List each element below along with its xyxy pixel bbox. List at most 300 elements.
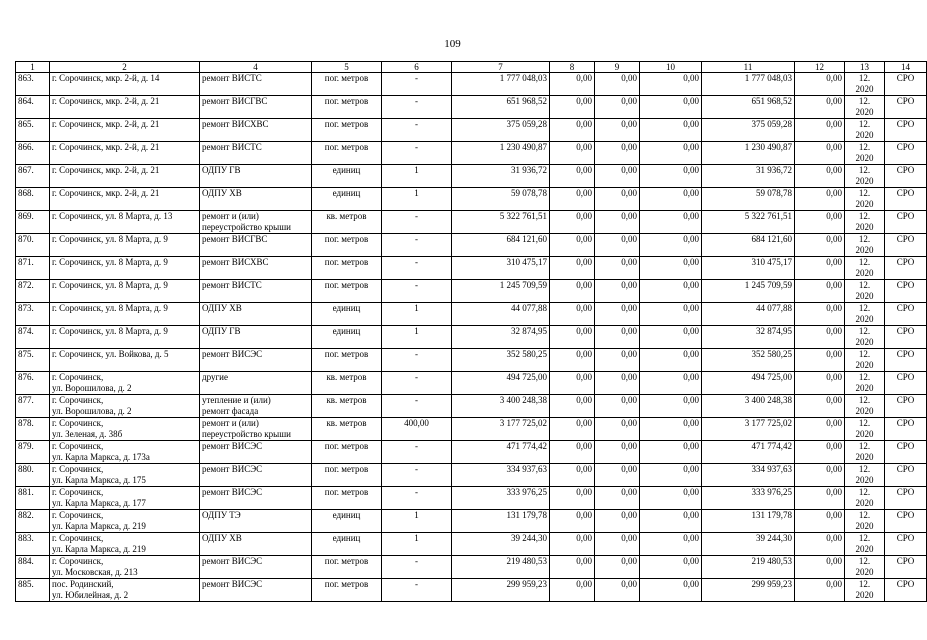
- cost-fund-cell: 0,00: [550, 418, 595, 441]
- completion-date-cell: 12. 2020: [845, 188, 885, 211]
- work-type-cell: ремонт ВИСХВС: [200, 257, 312, 280]
- work-type-cell: утепление и (или) ремонт фасада: [200, 395, 312, 418]
- cost-local-cell: 0,00: [640, 441, 702, 464]
- total-cost-cell: 32 874,95: [452, 326, 550, 349]
- completion-date-cell: 12. 2020: [845, 280, 885, 303]
- cost-local-cell: 0,00: [640, 533, 702, 556]
- total-cost-cell: 684 121,60: [452, 234, 550, 257]
- total-cost-cell: 651 968,52: [452, 96, 550, 119]
- address-cell: г. Сорочинск, ул. 8 Марта, д. 9: [50, 234, 200, 257]
- table-row: [16, 395, 927, 418]
- row-number-cell: 875.: [16, 349, 50, 372]
- table-row: [16, 326, 927, 349]
- completion-date-cell: 12. 2020: [845, 73, 885, 96]
- method-cell: СРО: [885, 142, 927, 165]
- table-row: [16, 234, 927, 257]
- address-cell: г. Сорочинск, ул. Ворошилова, д. 2: [50, 395, 200, 418]
- method-cell: СРО: [885, 234, 927, 257]
- method-cell: СРО: [885, 165, 927, 188]
- unit-cell: единиц: [312, 326, 382, 349]
- quantity-cell: -: [382, 119, 452, 142]
- method-cell: СРО: [885, 533, 927, 556]
- work-type-cell: ремонт и (или) переустройство крыши: [200, 418, 312, 441]
- cost-other-cell: 0,00: [795, 579, 845, 602]
- unit-cell: пог. метров: [312, 73, 382, 96]
- cost-fund-cell: 0,00: [550, 257, 595, 280]
- address-cell: г. Сорочинск, ул. 8 Марта, д. 9: [50, 257, 200, 280]
- work-type-cell: ОДПУ ХВ: [200, 303, 312, 326]
- cost-owners-cell: 1 230 490,87: [702, 142, 795, 165]
- cost-owners-cell: 39 244,30: [702, 533, 795, 556]
- total-cost-cell: 39 244,30: [452, 533, 550, 556]
- quantity-cell: -: [382, 487, 452, 510]
- unit-cell: пог. метров: [312, 349, 382, 372]
- quantity-cell: -: [382, 96, 452, 119]
- cost-other-cell: 0,00: [795, 119, 845, 142]
- cost-owners-cell: 31 936,72: [702, 165, 795, 188]
- unit-cell: кв. метров: [312, 372, 382, 395]
- page-number: 109: [444, 38, 461, 50]
- cost-fund-cell: 0,00: [550, 579, 595, 602]
- quantity-cell: -: [382, 556, 452, 579]
- table-row: [16, 533, 927, 556]
- quantity-cell: 1: [382, 188, 452, 211]
- method-cell: СРО: [885, 119, 927, 142]
- unit-cell: кв. метров: [312, 211, 382, 234]
- total-cost-cell: 59 078,78: [452, 188, 550, 211]
- cost-local-cell: 0,00: [640, 464, 702, 487]
- cost-budget-cell: 0,00: [595, 395, 640, 418]
- completion-date-cell: 12. 2020: [845, 441, 885, 464]
- cost-budget-cell: 0,00: [595, 303, 640, 326]
- row-number-cell: 864.: [16, 96, 50, 119]
- unit-cell: пог. метров: [312, 441, 382, 464]
- address-cell: г. Сорочинск, ул. 8 Марта, д. 9: [50, 326, 200, 349]
- cost-fund-cell: 0,00: [550, 211, 595, 234]
- row-number-cell: 867.: [16, 165, 50, 188]
- row-number-cell: 879.: [16, 441, 50, 464]
- row-number-cell: 871.: [16, 257, 50, 280]
- total-cost-cell: 1 245 709,59: [452, 280, 550, 303]
- column-number-header: 1: [16, 62, 50, 73]
- table-row: [16, 441, 927, 464]
- quantity-cell: 1: [382, 165, 452, 188]
- quantity-cell: 400,00: [382, 418, 452, 441]
- cost-fund-cell: 0,00: [550, 556, 595, 579]
- address-cell: г. Сорочинск, ул. Ворошилова, д. 2: [50, 372, 200, 395]
- method-cell: СРО: [885, 372, 927, 395]
- cost-fund-cell: 0,00: [550, 441, 595, 464]
- cost-budget-cell: 0,00: [595, 73, 640, 96]
- column-number-header: 12: [795, 62, 845, 73]
- cost-local-cell: 0,00: [640, 119, 702, 142]
- method-cell: СРО: [885, 556, 927, 579]
- row-number-cell: 865.: [16, 119, 50, 142]
- completion-date-cell: 12. 2020: [845, 165, 885, 188]
- completion-date-cell: 12. 2020: [845, 211, 885, 234]
- address-cell: г. Сорочинск, ул. Московская, д. 213: [50, 556, 200, 579]
- cost-other-cell: 0,00: [795, 395, 845, 418]
- address-cell: г. Сорочинск, мкр. 2-й, д. 21: [50, 119, 200, 142]
- row-number-cell: 883.: [16, 533, 50, 556]
- cost-owners-cell: 1 777 048,03: [702, 73, 795, 96]
- method-cell: СРО: [885, 464, 927, 487]
- cost-other-cell: 0,00: [795, 418, 845, 441]
- method-cell: СРО: [885, 303, 927, 326]
- row-number-cell: 880.: [16, 464, 50, 487]
- method-cell: СРО: [885, 326, 927, 349]
- cost-owners-cell: 3 177 725,02: [702, 418, 795, 441]
- quantity-cell: -: [382, 441, 452, 464]
- column-number-header: 8: [550, 62, 595, 73]
- table-row: [16, 257, 927, 280]
- row-number-cell: 874.: [16, 326, 50, 349]
- method-cell: СРО: [885, 510, 927, 533]
- cost-other-cell: 0,00: [795, 234, 845, 257]
- completion-date-cell: 12. 2020: [845, 372, 885, 395]
- total-cost-cell: 3 177 725,02: [452, 418, 550, 441]
- cost-other-cell: 0,00: [795, 487, 845, 510]
- cost-budget-cell: 0,00: [595, 418, 640, 441]
- cost-owners-cell: 5 322 761,51: [702, 211, 795, 234]
- unit-cell: пог. метров: [312, 556, 382, 579]
- cost-local-cell: 0,00: [640, 556, 702, 579]
- address-cell: г. Сорочинск, ул. Карла Маркса, д. 177: [50, 487, 200, 510]
- cost-local-cell: 0,00: [640, 280, 702, 303]
- cost-other-cell: 0,00: [795, 142, 845, 165]
- method-cell: СРО: [885, 579, 927, 602]
- completion-date-cell: 12. 2020: [845, 96, 885, 119]
- cost-local-cell: 0,00: [640, 395, 702, 418]
- completion-date-cell: 12. 2020: [845, 234, 885, 257]
- unit-cell: пог. метров: [312, 119, 382, 142]
- cost-fund-cell: 0,00: [550, 73, 595, 96]
- work-type-cell: ремонт ВИСЭС: [200, 464, 312, 487]
- cost-owners-cell: 1 245 709,59: [702, 280, 795, 303]
- quantity-cell: -: [382, 280, 452, 303]
- completion-date-cell: 12. 2020: [845, 119, 885, 142]
- cost-budget-cell: 0,00: [595, 119, 640, 142]
- row-number-cell: 882.: [16, 510, 50, 533]
- completion-date-cell: 12. 2020: [845, 326, 885, 349]
- cost-fund-cell: 0,00: [550, 234, 595, 257]
- column-number-header: 7: [452, 62, 550, 73]
- cost-budget-cell: 0,00: [595, 211, 640, 234]
- cost-other-cell: 0,00: [795, 73, 845, 96]
- cost-local-cell: 0,00: [640, 303, 702, 326]
- method-cell: СРО: [885, 441, 927, 464]
- total-cost-cell: 333 976,25: [452, 487, 550, 510]
- cost-owners-cell: 471 774,42: [702, 441, 795, 464]
- table-row: [16, 188, 927, 211]
- cost-local-cell: 0,00: [640, 73, 702, 96]
- cost-other-cell: 0,00: [795, 326, 845, 349]
- cost-local-cell: 0,00: [640, 188, 702, 211]
- cost-budget-cell: 0,00: [595, 96, 640, 119]
- cost-other-cell: 0,00: [795, 464, 845, 487]
- work-type-cell: ремонт ВИСТС: [200, 73, 312, 96]
- unit-cell: единиц: [312, 188, 382, 211]
- address-cell: г. Сорочинск, мкр. 2-й, д. 14: [50, 73, 200, 96]
- unit-cell: единиц: [312, 510, 382, 533]
- work-type-cell: ремонт ВИСЭС: [200, 579, 312, 602]
- cost-owners-cell: 651 968,52: [702, 96, 795, 119]
- work-type-cell: ремонт ВИСТС: [200, 142, 312, 165]
- method-cell: СРО: [885, 418, 927, 441]
- method-cell: СРО: [885, 188, 927, 211]
- total-cost-cell: 1 777 048,03: [452, 73, 550, 96]
- cost-local-cell: 0,00: [640, 487, 702, 510]
- cost-owners-cell: 131 179,78: [702, 510, 795, 533]
- cost-budget-cell: 0,00: [595, 165, 640, 188]
- method-cell: СРО: [885, 487, 927, 510]
- work-type-cell: ОДПУ ГВ: [200, 326, 312, 349]
- total-cost-cell: 299 959,23: [452, 579, 550, 602]
- column-number-header: 2: [50, 62, 200, 73]
- cost-owners-cell: 299 959,23: [702, 579, 795, 602]
- column-number-header: 13: [845, 62, 885, 73]
- unit-cell: кв. метров: [312, 418, 382, 441]
- work-type-cell: ремонт и (или) переустройство крыши: [200, 211, 312, 234]
- address-cell: г. Сорочинск, ул. Карла Маркса, д. 173а: [50, 441, 200, 464]
- method-cell: СРО: [885, 73, 927, 96]
- cost-owners-cell: 333 976,25: [702, 487, 795, 510]
- table-row: [16, 119, 927, 142]
- table-row: [16, 280, 927, 303]
- cost-other-cell: 0,00: [795, 188, 845, 211]
- cost-other-cell: 0,00: [795, 96, 845, 119]
- column-number-header: 11: [702, 62, 795, 73]
- cost-budget-cell: 0,00: [595, 188, 640, 211]
- work-type-cell: ОДПУ ТЭ: [200, 510, 312, 533]
- unit-cell: пог. метров: [312, 96, 382, 119]
- column-number-row: [16, 62, 927, 73]
- cost-other-cell: 0,00: [795, 349, 845, 372]
- cost-other-cell: 0,00: [795, 533, 845, 556]
- completion-date-cell: 12. 2020: [845, 487, 885, 510]
- quantity-cell: 1: [382, 533, 452, 556]
- row-number-cell: 885.: [16, 579, 50, 602]
- unit-cell: пог. метров: [312, 234, 382, 257]
- cost-budget-cell: 0,00: [595, 487, 640, 510]
- cost-fund-cell: 0,00: [550, 349, 595, 372]
- quantity-cell: -: [382, 395, 452, 418]
- table-row: [16, 418, 927, 441]
- total-cost-cell: 31 936,72: [452, 165, 550, 188]
- unit-cell: единиц: [312, 165, 382, 188]
- total-cost-cell: 494 725,00: [452, 372, 550, 395]
- cost-fund-cell: 0,00: [550, 372, 595, 395]
- table-row: [16, 579, 927, 602]
- address-cell: г. Сорочинск, ул. 8 Марта, д. 13: [50, 211, 200, 234]
- cost-local-cell: 0,00: [640, 326, 702, 349]
- cost-owners-cell: 334 937,63: [702, 464, 795, 487]
- cost-fund-cell: 0,00: [550, 96, 595, 119]
- work-type-cell: ОДПУ ХВ: [200, 533, 312, 556]
- cost-local-cell: 0,00: [640, 96, 702, 119]
- work-type-cell: ремонт ВИСЭС: [200, 487, 312, 510]
- cost-fund-cell: 0,00: [550, 533, 595, 556]
- cost-fund-cell: 0,00: [550, 188, 595, 211]
- cost-budget-cell: 0,00: [595, 257, 640, 280]
- total-cost-cell: 1 230 490,87: [452, 142, 550, 165]
- cost-other-cell: 0,00: [795, 165, 845, 188]
- cost-fund-cell: 0,00: [550, 142, 595, 165]
- total-cost-cell: 334 937,63: [452, 464, 550, 487]
- method-cell: СРО: [885, 96, 927, 119]
- cost-other-cell: 0,00: [795, 211, 845, 234]
- table-row: [16, 96, 927, 119]
- row-number-cell: 869.: [16, 211, 50, 234]
- row-number-cell: 881.: [16, 487, 50, 510]
- unit-cell: кв. метров: [312, 395, 382, 418]
- unit-cell: пог. метров: [312, 579, 382, 602]
- total-cost-cell: 375 059,28: [452, 119, 550, 142]
- address-cell: г. Сорочинск, ул. Карла Маркса, д. 175: [50, 464, 200, 487]
- quantity-cell: -: [382, 349, 452, 372]
- completion-date-cell: 12. 2020: [845, 303, 885, 326]
- work-type-cell: ремонт ВИСТС: [200, 280, 312, 303]
- row-number-cell: 870.: [16, 234, 50, 257]
- work-type-cell: ОДПУ ХВ: [200, 188, 312, 211]
- work-type-cell: ремонт ВИСЭС: [200, 556, 312, 579]
- cost-owners-cell: 59 078,78: [702, 188, 795, 211]
- completion-date-cell: 12. 2020: [845, 510, 885, 533]
- address-cell: г. Сорочинск, мкр. 2-й, д. 21: [50, 142, 200, 165]
- cost-budget-cell: 0,00: [595, 556, 640, 579]
- cost-budget-cell: 0,00: [595, 349, 640, 372]
- cost-local-cell: 0,00: [640, 349, 702, 372]
- cost-local-cell: 0,00: [640, 234, 702, 257]
- cost-fund-cell: 0,00: [550, 280, 595, 303]
- cost-owners-cell: 3 400 248,38: [702, 395, 795, 418]
- quantity-cell: -: [382, 464, 452, 487]
- quantity-cell: -: [382, 73, 452, 96]
- work-type-cell: другие: [200, 372, 312, 395]
- completion-date-cell: 12. 2020: [845, 142, 885, 165]
- unit-cell: пог. метров: [312, 464, 382, 487]
- row-number-cell: 866.: [16, 142, 50, 165]
- table-row: [16, 487, 927, 510]
- work-type-cell: ОДПУ ГВ: [200, 165, 312, 188]
- column-number-header: 6: [382, 62, 452, 73]
- cost-local-cell: 0,00: [640, 372, 702, 395]
- table-row: [16, 349, 927, 372]
- table-row: [16, 142, 927, 165]
- total-cost-cell: 310 475,17: [452, 257, 550, 280]
- cost-local-cell: 0,00: [640, 510, 702, 533]
- cost-budget-cell: 0,00: [595, 234, 640, 257]
- work-type-cell: ремонт ВИСЭС: [200, 441, 312, 464]
- cost-owners-cell: 44 077,88: [702, 303, 795, 326]
- cost-local-cell: 0,00: [640, 142, 702, 165]
- cost-fund-cell: 0,00: [550, 487, 595, 510]
- cost-budget-cell: 0,00: [595, 464, 640, 487]
- unit-cell: пог. метров: [312, 280, 382, 303]
- capital-repair-register-table: [15, 61, 927, 602]
- cost-local-cell: 0,00: [640, 257, 702, 280]
- cost-budget-cell: 0,00: [595, 142, 640, 165]
- cost-local-cell: 0,00: [640, 418, 702, 441]
- total-cost-cell: 5 322 761,51: [452, 211, 550, 234]
- column-number-header: 5: [312, 62, 382, 73]
- cost-fund-cell: 0,00: [550, 326, 595, 349]
- cost-budget-cell: 0,00: [595, 326, 640, 349]
- completion-date-cell: 12. 2020: [845, 257, 885, 280]
- address-cell: г. Сорочинск, ул. Войкова, д. 5: [50, 349, 200, 372]
- column-number-header: 4: [200, 62, 312, 73]
- address-cell: г. Сорочинск, ул. Карла Маркса, д. 219: [50, 533, 200, 556]
- row-number-cell: 876.: [16, 372, 50, 395]
- completion-date-cell: 12. 2020: [845, 556, 885, 579]
- cost-owners-cell: 310 475,17: [702, 257, 795, 280]
- quantity-cell: -: [382, 257, 452, 280]
- cost-fund-cell: 0,00: [550, 165, 595, 188]
- cost-fund-cell: 0,00: [550, 464, 595, 487]
- method-cell: СРО: [885, 211, 927, 234]
- cost-other-cell: 0,00: [795, 303, 845, 326]
- total-cost-cell: 44 077,88: [452, 303, 550, 326]
- method-cell: СРО: [885, 280, 927, 303]
- completion-date-cell: 12. 2020: [845, 533, 885, 556]
- unit-cell: пог. метров: [312, 487, 382, 510]
- cost-fund-cell: 0,00: [550, 303, 595, 326]
- quantity-cell: -: [382, 142, 452, 165]
- row-number-cell: 878.: [16, 418, 50, 441]
- cost-fund-cell: 0,00: [550, 395, 595, 418]
- row-number-cell: 863.: [16, 73, 50, 96]
- table-row: [16, 556, 927, 579]
- unit-cell: пог. метров: [312, 142, 382, 165]
- cost-budget-cell: 0,00: [595, 579, 640, 602]
- completion-date-cell: 12. 2020: [845, 579, 885, 602]
- cost-owners-cell: 375 059,28: [702, 119, 795, 142]
- completion-date-cell: 12. 2020: [845, 349, 885, 372]
- completion-date-cell: 12. 2020: [845, 464, 885, 487]
- cost-owners-cell: 494 725,00: [702, 372, 795, 395]
- column-number-header: 14: [885, 62, 927, 73]
- cost-local-cell: 0,00: [640, 165, 702, 188]
- cost-other-cell: 0,00: [795, 372, 845, 395]
- cost-owners-cell: 219 480,53: [702, 556, 795, 579]
- cost-other-cell: 0,00: [795, 556, 845, 579]
- work-type-cell: ремонт ВИСГВС: [200, 234, 312, 257]
- quantity-cell: -: [382, 372, 452, 395]
- address-cell: г. Сорочинск, мкр. 2-й, д. 21: [50, 96, 200, 119]
- unit-cell: единиц: [312, 303, 382, 326]
- quantity-cell: 1: [382, 510, 452, 533]
- table-row: [16, 464, 927, 487]
- address-cell: г. Сорочинск, ул. 8 Марта, д. 9: [50, 303, 200, 326]
- completion-date-cell: 12. 2020: [845, 418, 885, 441]
- quantity-cell: 1: [382, 303, 452, 326]
- total-cost-cell: 471 774,42: [452, 441, 550, 464]
- row-number-cell: 884.: [16, 556, 50, 579]
- table-row: [16, 303, 927, 326]
- unit-cell: единиц: [312, 533, 382, 556]
- work-type-cell: ремонт ВИСГВС: [200, 96, 312, 119]
- column-number-header: 9: [595, 62, 640, 73]
- quantity-cell: -: [382, 234, 452, 257]
- unit-cell: пог. метров: [312, 257, 382, 280]
- cost-budget-cell: 0,00: [595, 372, 640, 395]
- cost-other-cell: 0,00: [795, 280, 845, 303]
- work-type-cell: ремонт ВИСЭС: [200, 349, 312, 372]
- total-cost-cell: 352 580,25: [452, 349, 550, 372]
- cost-owners-cell: 352 580,25: [702, 349, 795, 372]
- table-row: [16, 510, 927, 533]
- cost-other-cell: 0,00: [795, 257, 845, 280]
